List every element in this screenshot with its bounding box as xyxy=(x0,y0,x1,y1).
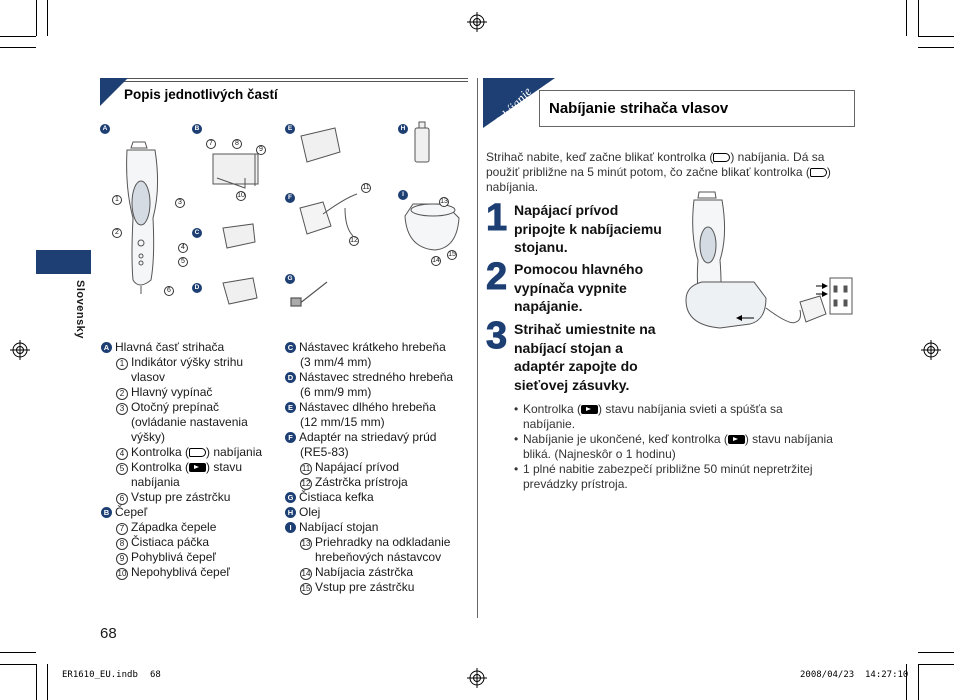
crop-mark xyxy=(918,47,954,48)
step-line: Strihač umiestnite na xyxy=(514,321,656,337)
part-number: 9 xyxy=(116,553,128,565)
intro-line xyxy=(486,165,854,180)
note-item xyxy=(514,462,859,492)
note-item xyxy=(514,432,859,462)
charging-status-icon xyxy=(728,435,745,444)
part-number: 12 xyxy=(301,479,311,488)
note-text: ) stavu nabíjania xyxy=(744,432,833,446)
part-row xyxy=(285,385,470,400)
section-header-parts xyxy=(100,78,468,106)
comb-medium-illustration xyxy=(223,278,257,304)
part-row xyxy=(101,475,276,490)
part-text: Nástavec dlhého hrebeňa xyxy=(299,400,436,414)
step-line: sieťovej zásuvky. xyxy=(514,376,630,393)
part-text: (RE5-83) xyxy=(300,445,349,459)
step-text xyxy=(514,201,662,257)
part-row xyxy=(101,460,276,475)
part-letter: D xyxy=(285,372,296,383)
part-row xyxy=(101,340,276,355)
adapter-illustration xyxy=(300,194,357,236)
part-row xyxy=(285,460,470,475)
part-row xyxy=(285,565,470,580)
callout-number: 8 xyxy=(232,139,242,149)
part-row xyxy=(101,535,276,550)
part-row xyxy=(285,445,470,460)
callout-number: 4 xyxy=(178,243,188,253)
callout-number: 11 xyxy=(362,184,370,191)
part-text: Čistiaca páčka xyxy=(131,535,210,549)
header-rule xyxy=(100,78,468,79)
part-number: 15 xyxy=(301,584,311,593)
part-number: 3 xyxy=(116,403,128,415)
note-text: bliká. (Najneskôr o 1 hodinu) xyxy=(523,447,676,461)
part-row xyxy=(285,550,470,565)
callout-number: 1 xyxy=(112,195,122,205)
step-line: stojanu. xyxy=(514,239,568,255)
note-text: 1 plné nabitie zabezpečí približne 50 minút nepretržitej xyxy=(523,462,813,476)
clipper-body-illustration xyxy=(127,142,158,294)
step-line: Napájací prívod xyxy=(514,202,619,218)
figure-label: E xyxy=(285,124,295,134)
charging-status-icon xyxy=(189,463,206,472)
part-row xyxy=(101,520,276,535)
note-text: nabíjanie. xyxy=(523,417,576,431)
intro-line xyxy=(486,150,854,165)
step-line: napájanie. xyxy=(514,298,583,314)
part-row xyxy=(101,505,276,520)
crop-mark xyxy=(918,664,919,700)
crop-mark xyxy=(36,0,37,36)
registration-mark-icon xyxy=(921,340,941,360)
registration-mark-icon xyxy=(467,668,487,688)
part-row xyxy=(101,370,276,385)
footer-date: 2008/04/23 xyxy=(800,670,855,680)
part-text: (3 mm/4 mm) xyxy=(300,355,372,369)
crop-mark xyxy=(918,36,954,37)
crop-mark xyxy=(47,664,48,700)
figure-label: C xyxy=(192,228,202,238)
part-number: 14 xyxy=(301,569,311,578)
part-text: Kontrolka ( xyxy=(131,460,190,474)
callout-number: 7 xyxy=(206,139,216,149)
part-letter: A xyxy=(101,342,112,353)
part-row xyxy=(101,445,276,460)
crop-mark xyxy=(918,0,919,36)
parts-list-column-1 xyxy=(101,340,276,580)
intro-paragraph xyxy=(486,150,854,195)
part-text: Čepeľ xyxy=(115,505,148,519)
section-title: Popis jednotlivých častí xyxy=(124,87,278,102)
crop-mark xyxy=(918,652,954,653)
part-text: Kontrolka ( xyxy=(131,445,190,459)
callout-number: 3 xyxy=(175,198,185,208)
callout-number: 2 xyxy=(112,228,122,238)
note-text: Nabíjanie je ukončené, keď kontrolka ( xyxy=(523,432,728,446)
figure-label: H xyxy=(398,124,408,134)
crop-mark xyxy=(906,0,907,36)
callout-number: 14 xyxy=(432,257,440,264)
part-row xyxy=(101,550,276,565)
figure-label: G xyxy=(285,274,295,284)
part-row xyxy=(285,370,470,385)
note-text: ) stavu nabíjania svieti a spúšťa sa xyxy=(598,402,783,416)
part-number: 10 xyxy=(117,569,127,578)
part-text: nabíjania xyxy=(131,475,180,489)
step-line: adaptér zapojte do xyxy=(514,358,638,374)
blade-illustration xyxy=(213,154,258,188)
page-number: 68 xyxy=(100,625,117,642)
footer-time: 14:27:10 xyxy=(865,670,909,680)
part-number: 8 xyxy=(116,538,128,550)
part-row xyxy=(101,385,276,400)
step-number: 3 xyxy=(486,315,508,357)
part-text: Čistiaca kefka xyxy=(299,490,374,504)
crop-mark xyxy=(0,36,36,37)
figure-label: B xyxy=(192,124,202,134)
callout-number: 9 xyxy=(256,145,266,155)
note-text: Kontrolka ( xyxy=(523,402,582,416)
part-letter: C xyxy=(285,342,296,353)
part-text: (12 mm/15 mm) xyxy=(300,415,385,429)
callout-number: 10 xyxy=(237,192,245,199)
part-text: Nabíjacia zástrčka xyxy=(315,565,414,579)
step-number: 2 xyxy=(486,256,508,298)
language-tab xyxy=(36,250,91,274)
charge-lamp-icon xyxy=(189,448,206,457)
part-row xyxy=(101,565,276,580)
crop-mark xyxy=(0,664,36,665)
callout-number: 13 xyxy=(440,198,448,205)
part-number: 5 xyxy=(116,463,128,475)
parts-illustration xyxy=(95,118,475,328)
part-row xyxy=(285,580,470,595)
crop-mark xyxy=(36,664,37,700)
intro-text: Strihač nabite, keď začne blikať kontrolka ( xyxy=(486,150,714,164)
crop-mark xyxy=(0,47,36,48)
part-row xyxy=(285,505,470,520)
part-number: 6 xyxy=(116,493,128,505)
charge-lamp-icon xyxy=(810,168,827,177)
part-row xyxy=(285,430,470,445)
part-row xyxy=(285,340,470,355)
header-rule xyxy=(100,81,468,82)
figure-label: D xyxy=(192,283,202,293)
comb-short-illustration xyxy=(223,224,255,248)
note-item xyxy=(514,402,859,432)
intro-text: ) xyxy=(826,165,831,179)
figure-label: F xyxy=(285,193,295,203)
part-text: Nepohyblivá čepeľ xyxy=(131,565,230,579)
part-row xyxy=(101,430,276,445)
part-text: vlasov xyxy=(131,370,166,384)
step-text xyxy=(514,320,656,394)
part-row xyxy=(101,400,276,415)
oil-illustration xyxy=(415,122,429,162)
part-text: výšky) xyxy=(131,430,165,444)
callout-number: 12 xyxy=(350,237,358,244)
part-letter: H xyxy=(285,507,296,518)
part-row xyxy=(101,490,276,505)
column-divider xyxy=(477,78,478,618)
part-text: (ovládanie nastavenia xyxy=(131,415,248,429)
step-line: vypínača vypnite xyxy=(514,279,627,296)
registration-mark-icon xyxy=(467,12,487,32)
callout-number: 6 xyxy=(164,286,174,296)
section-header-charging xyxy=(483,78,855,133)
part-number: 1 xyxy=(116,358,128,370)
part-text: ) stavu xyxy=(206,460,243,474)
part-row xyxy=(101,415,276,430)
intro-text: použiť približne na 5 minút potom, čo začne blikať kontrolka ( xyxy=(486,165,810,179)
part-letter: I xyxy=(285,522,296,533)
part-letter: G xyxy=(285,492,296,503)
part-row xyxy=(285,415,470,430)
part-row xyxy=(285,520,470,535)
step-text xyxy=(514,260,643,316)
part-text: Nabíjací stojan xyxy=(299,520,379,534)
part-letter: B xyxy=(101,507,112,518)
part-text: Olej xyxy=(299,505,321,519)
part-text: Západka čepele xyxy=(131,520,217,534)
part-row xyxy=(285,490,470,505)
part-text: Vstup pre zástrčku xyxy=(131,490,231,504)
part-text: hrebeňových nástavcov xyxy=(315,550,442,564)
part-text: Adaptér na striedavý prúd xyxy=(299,430,437,444)
part-text: Pohyblivá čepeľ xyxy=(131,550,216,564)
note-text: prevádzky prístroja. xyxy=(523,477,628,491)
part-row xyxy=(285,475,470,490)
part-number: 2 xyxy=(116,388,128,400)
callout-number: 5 xyxy=(178,257,188,267)
crop-mark xyxy=(0,652,36,653)
crop-mark xyxy=(47,0,48,36)
figure-label: A xyxy=(100,124,110,134)
step-line: Pomocou hlavného xyxy=(514,261,644,277)
part-text: ) nabíjania xyxy=(206,445,263,459)
parts-list-column-2 xyxy=(285,340,470,595)
step-line: pripojte k nabíjaciemu xyxy=(514,220,662,237)
chapter-tab-label: Nabíjanie xyxy=(489,83,535,133)
section-title: Nabíjanie strihača vlasov xyxy=(549,100,729,117)
intro-line: nabíjania. xyxy=(486,180,539,194)
part-text: Nástavec stredného hrebeňa xyxy=(299,370,454,384)
part-row xyxy=(285,535,470,550)
charging-stand-illustration xyxy=(405,204,459,250)
charging-status-icon xyxy=(581,405,598,414)
footer-filename: ER1610_EU.indb xyxy=(62,670,138,680)
part-number: 4 xyxy=(116,448,128,460)
part-number: 7 xyxy=(116,523,128,535)
registration-mark-icon xyxy=(10,340,30,360)
part-text: Otočný prepínač xyxy=(131,400,220,414)
language-label: Slovensky xyxy=(74,280,86,339)
part-text: Priehradky na odkladanie xyxy=(315,535,451,549)
footer-page: 68 xyxy=(150,670,161,680)
notes-list xyxy=(514,402,859,492)
intro-text: ) nabíjania. Dá sa xyxy=(730,150,825,164)
part-row xyxy=(101,355,276,370)
comb-long-illustration xyxy=(301,128,340,162)
part-row xyxy=(285,355,470,370)
crop-mark xyxy=(918,664,954,665)
part-number: 11 xyxy=(301,464,311,473)
charging-illustration xyxy=(680,190,860,340)
part-text: Zástrčka prístroja xyxy=(315,475,408,489)
part-text: Hlavná časť strihača xyxy=(115,340,225,354)
part-text: Hlavný vypínač xyxy=(131,385,213,399)
step-number: 1 xyxy=(486,197,508,239)
part-letter: E xyxy=(285,402,296,413)
charge-lamp-icon xyxy=(713,153,730,162)
part-number: 13 xyxy=(301,539,311,548)
part-text: (6 mm/9 mm) xyxy=(300,385,372,399)
part-text: Nástavec krátkeho hrebeňa xyxy=(299,340,446,354)
part-row xyxy=(285,400,470,415)
figure-label: I xyxy=(398,190,408,200)
cleaning-brush-illustration xyxy=(291,282,327,306)
step-line: nabíjací stojan a xyxy=(514,339,623,356)
part-letter: F xyxy=(285,432,296,443)
part-text: Vstup pre zástrčku xyxy=(315,580,415,594)
part-text: Napájací prívod xyxy=(315,460,400,474)
part-text: Indikátor výšky strihu xyxy=(131,355,244,369)
callout-number: 15 xyxy=(448,251,456,258)
